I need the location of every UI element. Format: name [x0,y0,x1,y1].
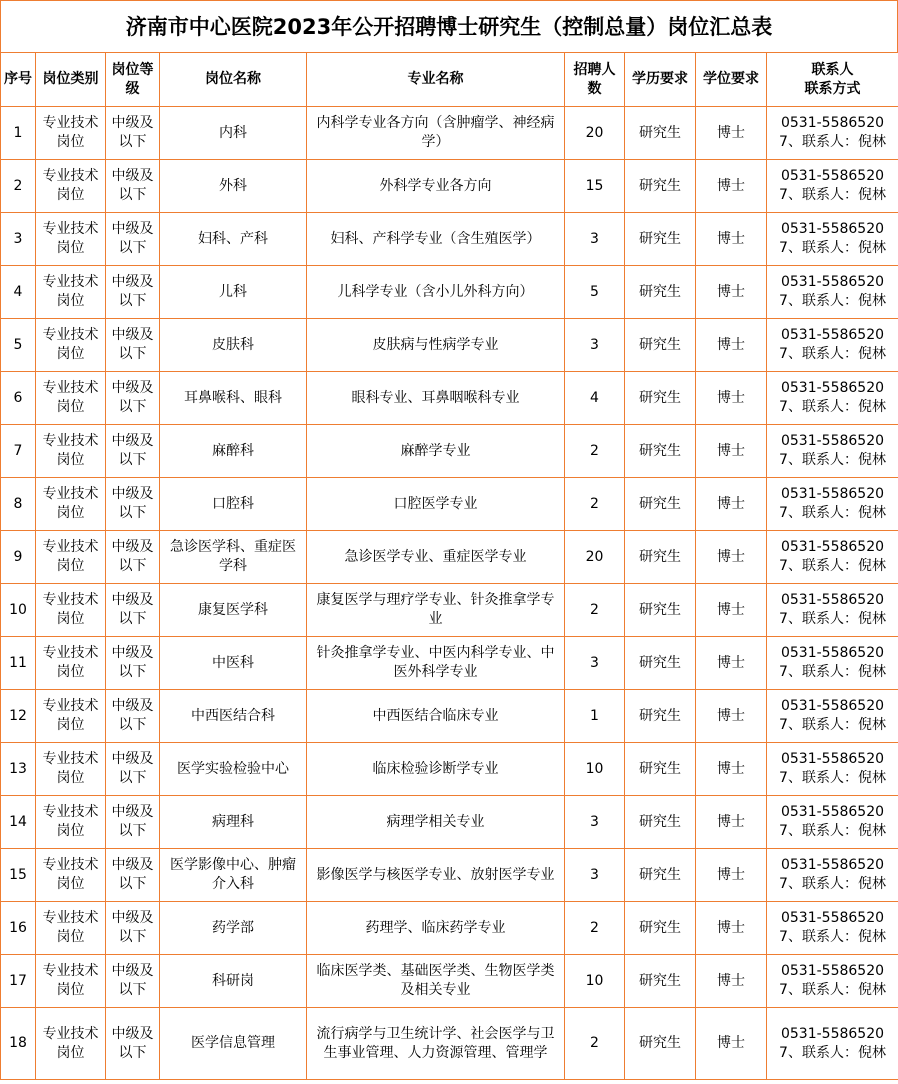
table-row [1,107,898,160]
table-row [1,266,898,319]
cell-count: 3 [565,637,625,690]
cell-category: 专业技术岗位 [36,902,106,955]
cell-degree: 博士 [696,372,767,425]
cell-position: 药学部 [160,902,307,955]
cell-seq: 13 [1,743,36,796]
cell-seq: 6 [1,372,36,425]
table-row [1,213,898,266]
cell-count: 2 [565,584,625,637]
cell-contact: 0531-55865207、联系人：倪林 [767,1008,898,1080]
cell-major: 临床医学类、基础医学类、生物医学类及相关专业 [307,955,565,1008]
cell-category: 专业技术岗位 [36,955,106,1008]
cell-contact: 0531-55865207、联系人：倪林 [767,478,898,531]
cell-level: 中级及以下 [106,266,160,319]
header-major: 专业名称 [307,53,565,107]
cell-major: 内科学专业各方向（含肿瘤学、神经病学） [307,107,565,160]
cell-position: 妇科、产科 [160,213,307,266]
cell-position: 耳鼻喉科、眼科 [160,372,307,425]
cell-degree: 博士 [696,690,767,743]
cell-category: 专业技术岗位 [36,266,106,319]
cell-contact: 0531-55865207、联系人：倪林 [767,372,898,425]
cell-position: 皮肤科 [160,319,307,372]
cell-category: 专业技术岗位 [36,743,106,796]
cell-education: 研究生 [625,849,696,902]
cell-degree: 博士 [696,743,767,796]
cell-category: 专业技术岗位 [36,213,106,266]
cell-degree: 博士 [696,796,767,849]
table-row [1,902,898,955]
table-row [1,160,898,213]
table-row [1,1008,898,1080]
cell-seq: 12 [1,690,36,743]
cell-position: 中医科 [160,637,307,690]
cell-seq: 8 [1,478,36,531]
cell-education: 研究生 [625,213,696,266]
cell-education: 研究生 [625,743,696,796]
table-row [1,478,898,531]
cell-seq: 9 [1,531,36,584]
cell-category: 专业技术岗位 [36,849,106,902]
cell-category: 专业技术岗位 [36,1008,106,1080]
cell-major: 急诊医学专业、重症医学专业 [307,531,565,584]
cell-position: 病理科 [160,796,307,849]
cell-contact: 0531-55865207、联系人：倪林 [767,690,898,743]
cell-position: 外科 [160,160,307,213]
cell-education: 研究生 [625,902,696,955]
cell-position: 科研岗 [160,955,307,1008]
cell-count: 10 [565,955,625,1008]
cell-degree: 博士 [696,425,767,478]
cell-major: 病理学相关专业 [307,796,565,849]
cell-education: 研究生 [625,637,696,690]
cell-degree: 博士 [696,107,767,160]
cell-position: 康复医学科 [160,584,307,637]
cell-level: 中级及以下 [106,1008,160,1080]
cell-level: 中级及以下 [106,849,160,902]
cell-degree: 博士 [696,319,767,372]
header-category: 岗位类别 [36,53,106,107]
cell-seq: 16 [1,902,36,955]
cell-seq: 5 [1,319,36,372]
cell-contact: 0531-55865207、联系人：倪林 [767,955,898,1008]
cell-category: 专业技术岗位 [36,690,106,743]
header-contact: 联系人 联系方式 [767,53,898,107]
cell-category: 专业技术岗位 [36,637,106,690]
cell-major: 外科学专业各方向 [307,160,565,213]
cell-contact: 0531-55865207、联系人：倪林 [767,266,898,319]
cell-major: 康复医学与理疗学专业、针灸推拿学专业 [307,584,565,637]
cell-level: 中级及以下 [106,319,160,372]
cell-level: 中级及以下 [106,902,160,955]
cell-education: 研究生 [625,266,696,319]
table-row [1,531,898,584]
cell-seq: 1 [1,107,36,160]
table-row [1,584,898,637]
cell-degree: 博士 [696,902,767,955]
cell-education: 研究生 [625,425,696,478]
cell-education: 研究生 [625,1008,696,1080]
cell-degree: 博士 [696,266,767,319]
cell-contact: 0531-55865207、联系人：倪林 [767,637,898,690]
cell-category: 专业技术岗位 [36,372,106,425]
cell-seq: 11 [1,637,36,690]
cell-level: 中级及以下 [106,955,160,1008]
cell-count: 3 [565,319,625,372]
cell-contact: 0531-55865207、联系人：倪林 [767,160,898,213]
cell-major: 影像医学与核医学专业、放射医学专业 [307,849,565,902]
cell-level: 中级及以下 [106,637,160,690]
cell-education: 研究生 [625,107,696,160]
cell-major: 眼科专业、耳鼻咽喉科专业 [307,372,565,425]
header-degree: 学位要求 [696,53,767,107]
cell-level: 中级及以下 [106,213,160,266]
cell-education: 研究生 [625,372,696,425]
cell-level: 中级及以下 [106,160,160,213]
cell-degree: 博士 [696,478,767,531]
header-education: 学历要求 [625,53,696,107]
cell-position: 医学实验检验中心 [160,743,307,796]
table-row [1,690,898,743]
cell-position: 医学影像中心、肿瘤介入科 [160,849,307,902]
cell-major: 药理学、临床药学专业 [307,902,565,955]
table-row [1,955,898,1008]
cell-count: 10 [565,743,625,796]
cell-category: 专业技术岗位 [36,319,106,372]
cell-seq: 2 [1,160,36,213]
cell-contact: 0531-55865207、联系人：倪林 [767,531,898,584]
cell-major: 妇科、产科学专业（含生殖医学） [307,213,565,266]
cell-level: 中级及以下 [106,690,160,743]
table-row [1,849,898,902]
cell-count: 20 [565,107,625,160]
table-row [1,637,898,690]
cell-count: 15 [565,160,625,213]
header-row [1,53,898,107]
cell-position: 急诊医学科、重症医学科 [160,531,307,584]
cell-major: 儿科学专业（含小儿外科方向） [307,266,565,319]
cell-position: 内科 [160,107,307,160]
cell-seq: 10 [1,584,36,637]
cell-contact: 0531-55865207、联系人：倪林 [767,743,898,796]
cell-contact: 0531-55865207、联系人：倪林 [767,213,898,266]
cell-category: 专业技术岗位 [36,796,106,849]
cell-major: 流行病学与卫生统计学、社会医学与卫生事业管理、人力资源管理、管理学 [307,1008,565,1080]
cell-education: 研究生 [625,796,696,849]
cell-category: 专业技术岗位 [36,531,106,584]
cell-degree: 博士 [696,531,767,584]
table-row [1,425,898,478]
cell-position: 中西医结合科 [160,690,307,743]
cell-contact: 0531-55865207、联系人：倪林 [767,319,898,372]
cell-count: 1 [565,690,625,743]
cell-education: 研究生 [625,478,696,531]
cell-degree: 博士 [696,213,767,266]
table-row [1,319,898,372]
table-row [1,372,898,425]
cell-contact: 0531-55865207、联系人：倪林 [767,849,898,902]
cell-contact: 0531-55865207、联系人：倪林 [767,584,898,637]
cell-major: 口腔医学专业 [307,478,565,531]
cell-count: 4 [565,372,625,425]
cell-contact: 0531-55865207、联系人：倪林 [767,425,898,478]
cell-major: 麻醉学专业 [307,425,565,478]
cell-count: 5 [565,266,625,319]
cell-count: 2 [565,902,625,955]
cell-seq: 17 [1,955,36,1008]
cell-contact: 0531-55865207、联系人：倪林 [767,796,898,849]
cell-position: 儿科 [160,266,307,319]
cell-education: 研究生 [625,690,696,743]
cell-level: 中级及以下 [106,531,160,584]
cell-count: 3 [565,849,625,902]
cell-count: 20 [565,531,625,584]
cell-category: 专业技术岗位 [36,584,106,637]
cell-level: 中级及以下 [106,478,160,531]
cell-position: 麻醉科 [160,425,307,478]
cell-major: 皮肤病与性病学专业 [307,319,565,372]
cell-level: 中级及以下 [106,796,160,849]
cell-category: 专业技术岗位 [36,107,106,160]
cell-level: 中级及以下 [106,743,160,796]
cell-count: 3 [565,213,625,266]
cell-degree: 博士 [696,584,767,637]
cell-position: 医学信息管理 [160,1008,307,1080]
cell-contact: 0531-55865207、联系人：倪林 [767,902,898,955]
cell-count: 2 [565,478,625,531]
cell-level: 中级及以下 [106,584,160,637]
cell-major: 临床检验诊断学专业 [307,743,565,796]
cell-level: 中级及以下 [106,372,160,425]
cell-category: 专业技术岗位 [36,478,106,531]
table-title: 济南市中心医院2023年公开招聘博士研究生（控制总量）岗位汇总表 [0,0,898,52]
cell-education: 研究生 [625,160,696,213]
cell-major: 中西医结合临床专业 [307,690,565,743]
recruitment-table [0,52,898,1080]
cell-seq: 14 [1,796,36,849]
cell-category: 专业技术岗位 [36,160,106,213]
cell-seq: 7 [1,425,36,478]
header-count: 招聘人数 [565,53,625,107]
cell-degree: 博士 [696,955,767,1008]
cell-seq: 4 [1,266,36,319]
cell-count: 2 [565,425,625,478]
cell-contact: 0531-55865207、联系人：倪林 [767,107,898,160]
header-level: 岗位等级 [106,53,160,107]
cell-education: 研究生 [625,319,696,372]
header-seq: 序号 [1,53,36,107]
cell-degree: 博士 [696,849,767,902]
cell-education: 研究生 [625,584,696,637]
cell-seq: 15 [1,849,36,902]
cell-degree: 博士 [696,1008,767,1080]
cell-education: 研究生 [625,531,696,584]
cell-seq: 3 [1,213,36,266]
table-row [1,743,898,796]
cell-count: 2 [565,1008,625,1080]
cell-seq: 18 [1,1008,36,1080]
cell-education: 研究生 [625,955,696,1008]
cell-degree: 博士 [696,160,767,213]
cell-count: 3 [565,796,625,849]
cell-major: 针灸推拿学专业、中医内科学专业、中医外科学专业 [307,637,565,690]
cell-degree: 博士 [696,637,767,690]
table-row [1,796,898,849]
cell-level: 中级及以下 [106,425,160,478]
cell-position: 口腔科 [160,478,307,531]
cell-category: 专业技术岗位 [36,425,106,478]
header-position: 岗位名称 [160,53,307,107]
cell-level: 中级及以下 [106,107,160,160]
